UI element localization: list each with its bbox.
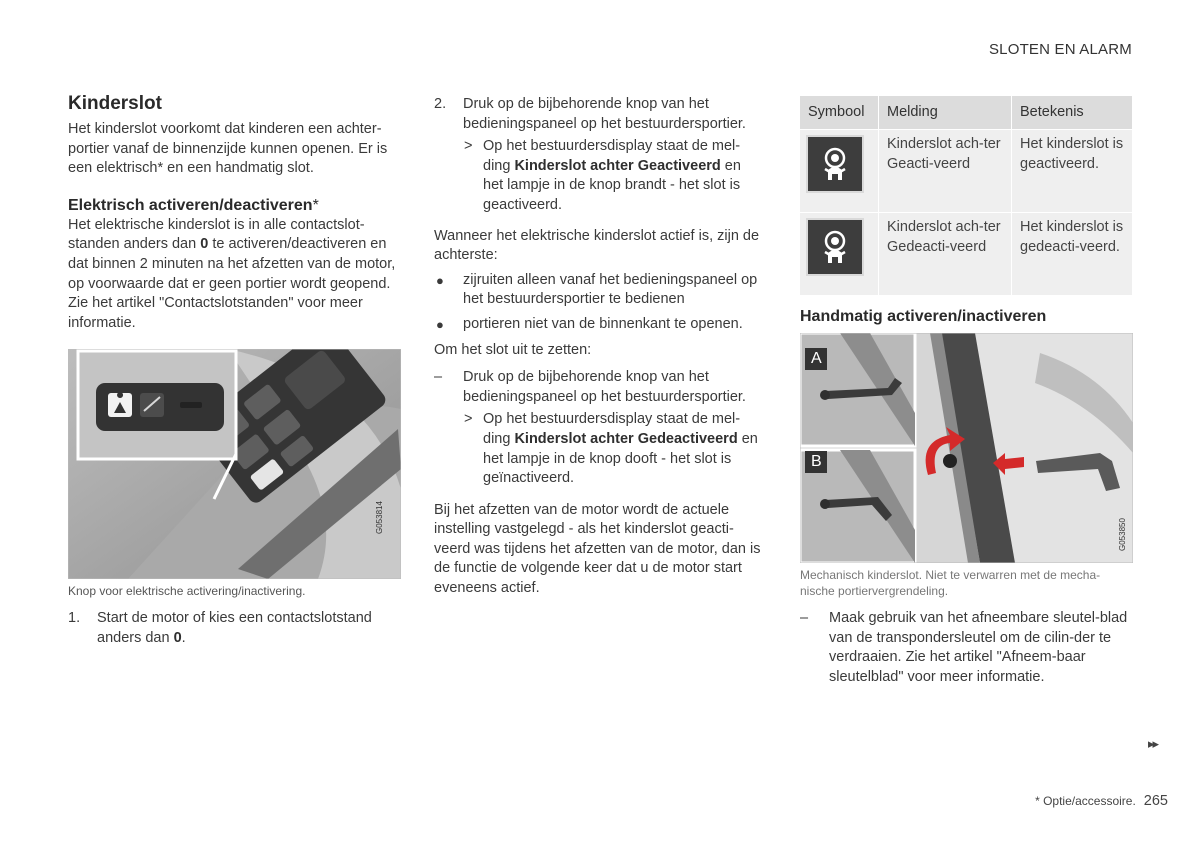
child-lock-icon bbox=[806, 135, 864, 193]
figure-code: G053814 bbox=[375, 501, 384, 535]
meaning-cell: Het kinderslot is geactiveerd. bbox=[1012, 130, 1133, 213]
mechanical-lock-illustration bbox=[800, 333, 1133, 563]
mechanical-lock-figure bbox=[800, 333, 1133, 563]
desc-bold-zero: 0 bbox=[200, 236, 209, 253]
continue-arrows-icon: ▸▸ bbox=[1148, 736, 1158, 751]
active-paragraph: Wanneer het elektrische kinderslot actief is, zijn de achterste: bbox=[434, 227, 760, 264]
figure-code: G053850 bbox=[1118, 518, 1127, 551]
electric-description bbox=[68, 216, 408, 334]
subheading-electric bbox=[68, 196, 408, 216]
table-header-row bbox=[800, 96, 1133, 130]
off-paragraph: Om het slot uit te zetten: bbox=[434, 341, 592, 358]
result-text-a: Op het bestuurdersdisplay staat de mel-ding bbox=[483, 138, 741, 174]
message-cell: Kinderslot ach-ter Gedeacti-veerd bbox=[879, 213, 1012, 296]
bullet-icon: ● bbox=[436, 316, 444, 332]
table-row bbox=[800, 213, 1133, 296]
step-number: 2. bbox=[434, 96, 447, 112]
list-item bbox=[434, 315, 764, 335]
dash-marker: – bbox=[434, 369, 443, 386]
option-mark: * bbox=[312, 196, 319, 214]
symbol-table bbox=[800, 96, 1133, 295]
result-text-a: Op het bestuurdersdisplay staat de mel-ding bbox=[483, 411, 741, 447]
subheading-text: Elektrisch activeren/deactiveren bbox=[68, 196, 313, 214]
column-left bbox=[68, 92, 408, 649]
intro-text: Het kinderslot voorkomt dat kinderen een achter-portier vanaf de binnenzijde kunnen openen. Er is een elektrisch* en een handmatig slot. bbox=[68, 121, 388, 177]
label-b: B bbox=[811, 453, 822, 470]
symbol-cell bbox=[800, 213, 879, 296]
list-item bbox=[434, 271, 764, 310]
page-number: 265 bbox=[1143, 793, 1168, 809]
header-meaning: Betekenis bbox=[1012, 96, 1133, 130]
end-paragraph: Bij het afzetten van de motor wordt de actuele instelling vastgelegd - als het kinderslot geacti-veerd was tijdens het afzetten van de motor, dan is de functie de volgende keer dat u de motor start eveneens actief. bbox=[434, 501, 761, 597]
desc-text-b: te activeren/deactiveren en dat binnen 2 minuten na het afzetten van de motor, op voorwaarde dat er geen portier wordt geopend. Zie het artikel "Contactslotstanden" voor meer informatie. bbox=[68, 236, 396, 331]
meaning-cell: Het kinderslot is gedeacti-veerd. bbox=[1012, 213, 1133, 296]
page-title: Kinderslot bbox=[68, 93, 162, 114]
result-marker: > bbox=[464, 138, 473, 155]
dash-marker: – bbox=[800, 610, 809, 626]
list-item-text: zijruiten alleen vanaf het bedieningspaneel op het bestuurdersportier te bedienen bbox=[463, 271, 758, 308]
step-text-b: . bbox=[181, 629, 186, 646]
symbol-cell bbox=[800, 130, 879, 213]
step-1 bbox=[68, 609, 408, 648]
message-activated: Kinderslot achter Geactiveerd bbox=[514, 157, 721, 174]
figure-caption: Mechanisch kinderslot. Niet te verwarren met de mecha-nische portiervergrendeling. bbox=[800, 568, 1101, 598]
message-deactivated: Kinderslot achter Gedeactiveerd bbox=[514, 430, 738, 447]
label-a: A bbox=[811, 350, 822, 367]
header-message: Melding bbox=[879, 96, 1012, 130]
column-middle bbox=[434, 95, 764, 599]
door-panel-illustration bbox=[68, 349, 401, 579]
table-row bbox=[800, 130, 1133, 213]
header-symbol: Symbool bbox=[800, 96, 879, 130]
dash-step bbox=[434, 368, 764, 407]
step-text: Druk op de bijbehorende knop van het bedieningspaneel op het bestuurdersportier. bbox=[463, 96, 746, 132]
message-cell: Kinderslot ach-ter Geacti-veerd bbox=[879, 130, 1012, 213]
dash-step bbox=[800, 609, 1133, 687]
result-marker: > bbox=[464, 411, 473, 428]
button-figure bbox=[68, 349, 401, 579]
page-footer bbox=[980, 792, 1168, 812]
column-right bbox=[800, 96, 1133, 687]
result-activated bbox=[434, 137, 764, 215]
dash-step-text: Druk op de bijbehorende knop van het bedieningspaneel op het bestuurdersportier. bbox=[463, 369, 746, 405]
section-header: SLOTEN EN ALARM bbox=[988, 41, 1132, 58]
desc-text-a: Het elektrische kinderslot is in alle contactslot-standen anders dan bbox=[68, 216, 365, 253]
step-bold: 0 bbox=[173, 629, 182, 646]
step-number: 1. bbox=[68, 610, 81, 627]
footnote: * Optie/accessoire. bbox=[1035, 794, 1136, 808]
child-lock-icon bbox=[806, 218, 864, 276]
result-text-b: en het lampje in de knop dooft - het slot is geïnactiveerd. bbox=[483, 430, 758, 487]
list-item-text: portieren niet van de binnenkant te openen. bbox=[463, 315, 743, 332]
figure-caption: Knop voor elektrische activering/inactivering. bbox=[68, 584, 306, 599]
subheading-manual: Handmatig activeren/inactiveren bbox=[800, 308, 1047, 325]
dash-step-text: Maak gebruik van het afneembare sleutel-blad van de transpondersleutel om de cilin-der te verdraaien. Zie het artikel "Afneem-baar sleutelblad" voor meer informatie. bbox=[829, 610, 1128, 685]
result-text-b: en het lampje in de knop brandt - het slot is geactiveerd. bbox=[483, 157, 741, 213]
step-2 bbox=[434, 95, 764, 134]
result-deactivated bbox=[434, 410, 764, 488]
step-text-a: Start de motor of kies een contactslotstand anders dan bbox=[97, 610, 372, 646]
bullet-icon: ● bbox=[436, 272, 444, 288]
